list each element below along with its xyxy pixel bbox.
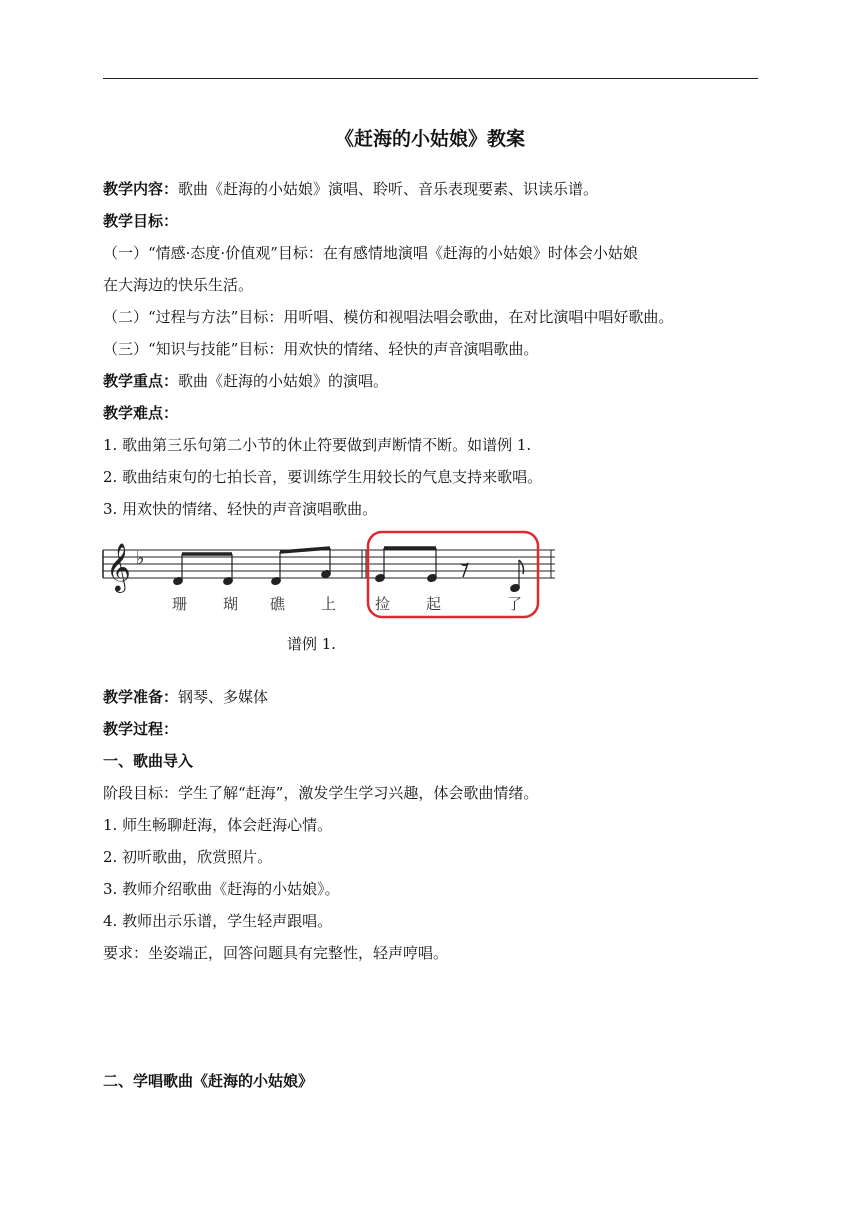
teaching-content-text: 歌曲《赶海的小姑娘》演唱、聆听、音乐表现要素、识读乐谱。 [178,180,599,198]
lyric-3: 礁 [270,595,286,613]
section1-step-4: 4. 教师出示乐谱，学生轻声跟唱。 [103,912,333,930]
difficulty-item-1: 1. 歌曲第三乐句第二小节的休止符要做到声断情不断。如谱例 1. [103,436,532,454]
key-point-label: 教学重点： [103,372,179,390]
header-rule [103,78,758,79]
key-point [103,370,763,392]
goal-line-2: 在大海边的快乐生活。 [103,276,254,294]
lyric-6: 起 [426,595,442,613]
difficulty-label: 教学难点： [103,404,179,422]
section1-step-1: 1. 师生畅聊赶海，体会赶海心情。 [103,816,333,834]
music-score-example [100,528,560,624]
key-point-text: 歌曲《赶海的小姑娘》的演唱。 [178,372,389,390]
teaching-content-label: 教学内容： [103,180,179,198]
page-title: 《赶海的小姑娘》教案 [334,128,525,150]
goal-line-3: （二）“过程与方法”目标：用听唱、模仿和视唱法唱会歌曲，在对比演唱中唱好歌曲。 [103,308,674,326]
section1-requirement: 要求：坐姿端正，回答问题具有完整性，轻声哼唱。 [103,944,449,962]
lyric-7: 了 [507,595,523,613]
goal-line-4: （三）“知识与技能”目标：用欢快的情绪、轻快的声音演唱歌曲。 [103,340,539,358]
preparation-label: 教学准备： [103,688,179,706]
section1-step-3: 3. 教师介绍歌曲《赶海的小姑娘》。 [103,880,340,898]
difficulty-item-3: 3. 用欢快的情绪、轻快的声音演唱歌曲。 [103,500,378,518]
goal-line-1: （一）“情感·态度·价值观”目标：在有感情地演唱《赶海的小姑娘》时体会小姑娘 [103,244,638,262]
section1-step-2: 2. 初听歌曲，欣赏照片。 [103,848,273,866]
treble-clef-icon: 𝄞 [106,542,131,591]
notes [173,548,524,593]
score-caption: 谱例 1. [287,635,337,653]
preparation [103,686,763,708]
section1-goal: 阶段目标：学生了解“赶海”，激发学生学习兴趣，体会歌曲情绪。 [103,784,539,802]
flat-sign-icon: ♭ [136,548,145,569]
lyric-1: 珊 [172,595,188,613]
preparation-text: 钢琴、多媒体 [178,688,269,706]
goals-label: 教学目标： [103,212,179,230]
difficulty-item-2: 2. 歌曲结束句的七拍长音，要训练学生用较长的气息支持来歌唱。 [103,468,543,486]
process-label: 教学过程： [103,720,179,738]
section2-title: 二、学唱歌曲《赶海的小姑娘》 [103,1072,314,1090]
teaching-content [103,178,763,200]
lyric-2: 瑚 [223,595,239,613]
lyric-5: 捡 [375,595,391,613]
section1-title: 一、歌曲导入 [103,752,194,770]
lyric-4: 上 [321,595,337,613]
